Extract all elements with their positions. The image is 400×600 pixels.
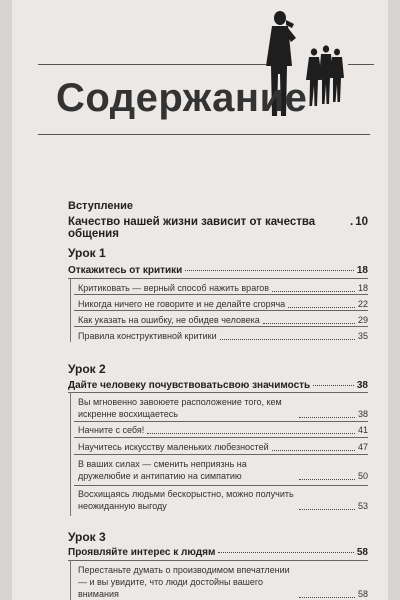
item-divider (74, 310, 368, 311)
toc-item-text: Перестаньте думать о производимом впечатлении — и вы увидите, что люди достойны вашего внимания (78, 565, 290, 599)
toc-item (78, 330, 368, 342)
dot-leader (299, 417, 355, 418)
intro-entry (68, 216, 368, 240)
section-vertical-line (70, 560, 71, 600)
toc-item-page: 53 (357, 501, 368, 511)
lesson-3-heading: Урок 3 (68, 530, 106, 544)
lesson-1-heading: Урок 1 (68, 246, 106, 260)
chapter-underline (68, 278, 368, 279)
toc-item-page: 18 (357, 283, 368, 293)
chapter-page-number: 38 (356, 380, 368, 391)
page-title: Содержание (56, 76, 308, 120)
toc-item-page: 41 (357, 425, 368, 435)
section-vertical-line (70, 392, 71, 516)
intro-heading: Вступление (68, 200, 133, 212)
title-divider (38, 134, 370, 135)
toc-item (78, 458, 368, 482)
toc-item-text: Восхищаясь людьми бескорыстно, можно получить неожиданную выгоду (78, 489, 294, 511)
book-page (12, 0, 388, 600)
chapter-title: Проявляйте интерес к людям (68, 547, 216, 558)
intro-dot: . (350, 216, 354, 228)
toc-item-page: 47 (357, 442, 368, 452)
toc-item-text: Начните с себя! (78, 425, 145, 435)
toc-item-page: 50 (357, 471, 368, 481)
toc-item-page: 29 (357, 315, 368, 325)
chapter-title: Дайте человеку почувствоватьсвою значимость (68, 380, 311, 391)
dot-leader (220, 339, 355, 340)
dot-leader (218, 552, 354, 553)
lesson-2-chapter (68, 380, 368, 391)
toc-item (78, 441, 368, 453)
item-divider (74, 437, 368, 438)
toc-item-page: 58 (357, 589, 368, 599)
toc-item-text: Вы мгновенно завоюете расположение того, кем искренне восхищаетесь (78, 397, 282, 419)
dot-leader (288, 307, 355, 308)
item-divider (74, 421, 368, 422)
toc-item-page: 35 (357, 331, 368, 341)
lesson-3-chapter (68, 547, 368, 558)
dot-leader (299, 509, 355, 510)
chapter-underline (68, 560, 368, 561)
toc-item-text: Никогда ничего не говорите и не делайте сгоряча (78, 299, 286, 309)
dot-leader (313, 385, 354, 386)
lesson-1-chapter (68, 265, 368, 276)
top-divider-right (348, 64, 374, 65)
toc-item (78, 564, 368, 600)
intro-page-number: 10 (355, 216, 368, 228)
item-divider (74, 485, 368, 486)
toc-item-text: В ваших силах — сменить неприязнь на дружелюбие и антипатию на симпатию (78, 459, 247, 481)
toc-item (78, 396, 368, 420)
toc-item-page: 22 (357, 299, 368, 309)
lesson-2-heading: Урок 2 (68, 362, 106, 376)
toc-item-text: Научитесь искусству маленьких любезностей (78, 442, 269, 452)
dot-leader (272, 450, 355, 451)
toc-item (78, 424, 368, 436)
chapter-page-number: 58 (356, 547, 368, 558)
toc-item (78, 282, 368, 294)
dot-leader (147, 433, 355, 434)
item-divider (74, 294, 368, 295)
intro-text: Качество нашей жизни зависит от качества общения (68, 216, 316, 240)
top-divider (38, 64, 266, 65)
chapter-title: Откажитесь от критики (68, 265, 183, 276)
toc-item (78, 298, 368, 310)
chapter-underline (68, 392, 368, 393)
dot-leader (272, 291, 355, 292)
toc-item-text: Как указать на ошибку, не обидев человека (78, 315, 260, 325)
dot-leader (185, 270, 354, 271)
toc-item-text: Критиковать — верный способ нажить врагов (78, 283, 270, 293)
toc-item-page: 38 (357, 409, 368, 419)
toc-item (78, 488, 368, 512)
toc-item-text: Правила конструктивной критики (78, 331, 217, 341)
dot-leader (299, 479, 355, 480)
toc-item (78, 314, 368, 326)
chapter-page-number: 18 (356, 265, 368, 276)
dot-leader (263, 323, 355, 324)
dot-leader (299, 597, 355, 598)
section-vertical-line (70, 278, 71, 342)
item-divider (74, 454, 368, 455)
item-divider (74, 326, 368, 327)
